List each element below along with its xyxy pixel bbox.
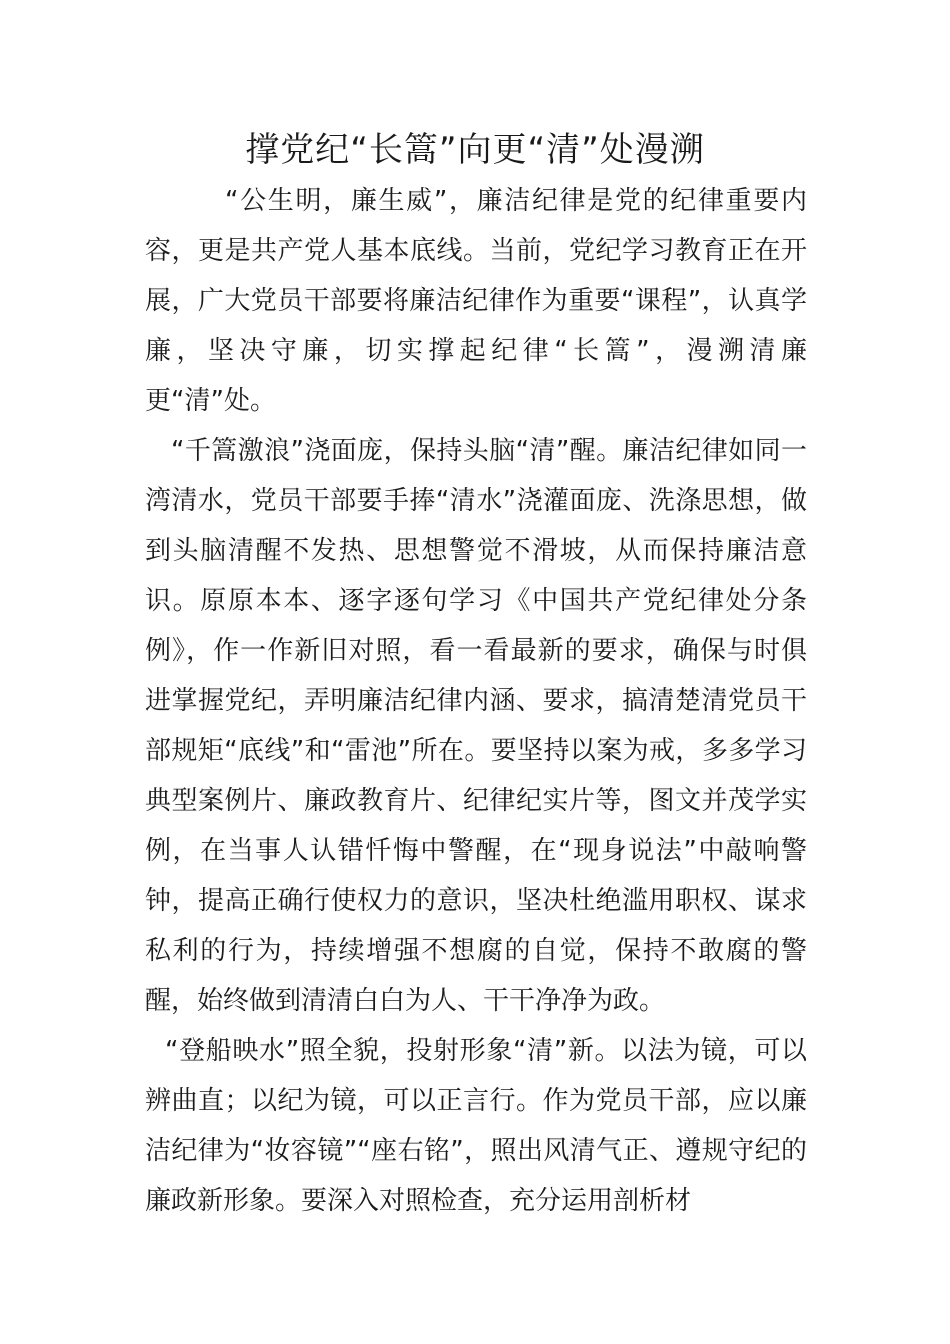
paragraph-qingxing: “千篙激浪”浇面庞，保持头脑“清”醒。廉洁纪律如同一湾清水，党员干部要手捧“清水”浇灌面庞、洗涤思想，做到头脑清醒不发热、思想警觉不滑坡，从而保持廉洁意识。原原本本、逐字逐句学习《中国共产党纪律处分条例》，作一作新旧对照，看一看最新的要求，确保与时俱进掌握党纪，弄明廉洁纪律内涵、要求，搞清楚清党员干部规矩“底线”和“雷池”所在。要坚持以案为戒，多多学习典型案例片、廉政教育片、纪律纪实片等，图文并茂学实例，在当事人认错忏悔中警醒，在“现身说法”中敲响警钟，提高正确行使权力的意识，坚决杜绝滥用职权、谋求私利的行为，持续增强不想腐的自觉，保持不敢腐的警醒，始终做到清清白白为人、干干净净为政。 — [145, 436, 807, 1016]
paragraph-intro: “公生明，廉生威”，廉洁纪律是党的纪律重要内容，更是共产党人基本底线。当前，党纪学习教育正在开展，广大党员干部要将廉洁纪律作为重要“课程”，认真学廉，坚决守廉，切实撑起纪律“长篙”，漫溯清廉更“清”处。 — [145, 186, 807, 416]
paragraph-qingxin: “登船映水”照全貌，投射形象“清”新。以法为镜，可以辨曲直；以纪为镜，可以正言行。作为党员干部，应以廉洁纪律为“妆容镜”“座右铭”，照出风清气正、遵规守纪的廉政新形象。要深入对照检查，充分运用剖析材 — [145, 1036, 807, 1216]
document-title: 撑党纪“长篙”向更“清”处漫溯 — [245, 130, 705, 170]
document-body — [145, 176, 807, 1226]
